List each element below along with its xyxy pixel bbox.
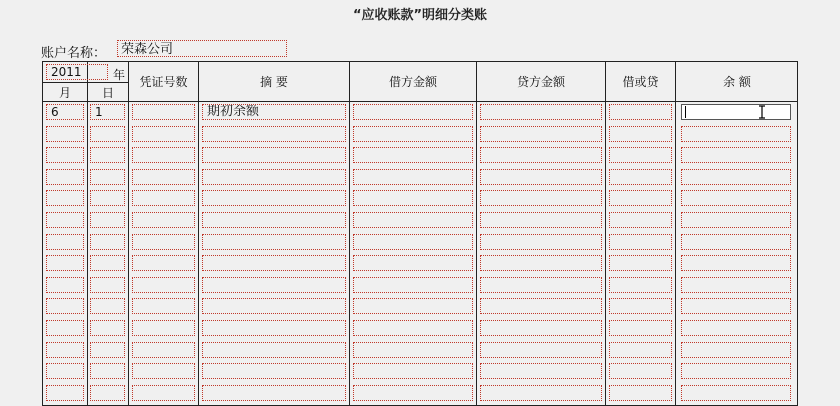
summary-cell[interactable]: 期初余额 [202, 104, 346, 120]
text-caret [685, 106, 686, 118]
day-cell[interactable] [90, 342, 125, 358]
debit-amount-cell[interactable] [353, 104, 473, 120]
ledger-table [42, 61, 798, 406]
col-divider-summary-debit [349, 62, 350, 405]
debit-amount-cell[interactable] [353, 363, 473, 379]
month-cell[interactable] [46, 255, 84, 271]
col-divider-date-voucher [128, 62, 129, 405]
month-cell[interactable] [46, 126, 84, 142]
debit-amount-cell[interactable] [353, 147, 473, 163]
voucher-number-cell[interactable] [132, 147, 195, 163]
voucher-number-cell[interactable] [132, 385, 195, 401]
credit-amount-cell[interactable] [480, 104, 602, 120]
debit-or-credit-header: 借或贷 [622, 75, 659, 89]
credit-amount-cell[interactable] [480, 169, 602, 185]
voucher-number-cell[interactable] [132, 104, 195, 120]
debit-amount-cell[interactable] [353, 277, 473, 293]
debit-amount-cell[interactable] [353, 342, 473, 358]
debit-amount-cell[interactable] [353, 169, 473, 185]
balance-cell[interactable] [681, 363, 791, 379]
month-cell[interactable] [46, 212, 84, 228]
month-cell[interactable] [46, 298, 84, 314]
credit-amount-cell[interactable] [480, 126, 602, 142]
credit-amount-cell[interactable] [480, 234, 602, 250]
summary-cell[interactable] [202, 277, 346, 293]
balance-cell[interactable] [681, 147, 791, 163]
day-cell[interactable] [90, 126, 125, 142]
text-cursor-ibeam-icon [758, 105, 766, 119]
voucher-number-cell[interactable] [132, 320, 195, 336]
debit-amount-cell[interactable] [353, 234, 473, 250]
month-cell[interactable] [46, 147, 84, 163]
voucher-number-header: 凭证号数 [139, 75, 188, 89]
balance-cell[interactable] [681, 234, 791, 250]
debit-amount-cell[interactable] [353, 126, 473, 142]
col-divider-voucher-summary [198, 62, 199, 405]
balance-cell[interactable] [681, 126, 791, 142]
balance-cell[interactable] [681, 298, 791, 314]
debit-or-credit-cell[interactable] [609, 255, 672, 271]
debit-or-credit-cell[interactable] [609, 147, 672, 163]
debit-amount-cell[interactable] [353, 190, 473, 206]
credit-amount-cell[interactable] [480, 147, 602, 163]
credit-amount-cell[interactable] [480, 385, 602, 401]
balance-cell[interactable] [681, 104, 791, 120]
summary-cell[interactable] [202, 212, 346, 228]
balance-cell[interactable] [681, 255, 791, 271]
day-cell[interactable] [90, 385, 125, 401]
balance-cell[interactable] [681, 212, 791, 228]
col-divider-credit-direction [605, 62, 606, 405]
summary-cell[interactable] [202, 126, 346, 142]
voucher-number-cell[interactable] [132, 363, 195, 379]
month-cell[interactable] [46, 363, 84, 379]
debit-amount-cell[interactable] [353, 298, 473, 314]
debit-or-credit-cell[interactable] [609, 320, 672, 336]
voucher-number-cell[interactable] [132, 126, 195, 142]
day-cell[interactable] [90, 298, 125, 314]
month-cell[interactable] [46, 342, 84, 358]
day-cell[interactable] [90, 212, 125, 228]
day-cell[interactable]: 1 [90, 104, 125, 120]
debit-or-credit-cell[interactable] [609, 385, 672, 401]
ledger-title: “应收账款”明细分类账 [352, 8, 488, 23]
col-divider-debit-credit [476, 62, 477, 405]
credit-amount-cell[interactable] [480, 320, 602, 336]
summary-cell[interactable] [202, 385, 346, 401]
voucher-number-cell[interactable] [132, 234, 195, 250]
col-divider-direction-balance [675, 62, 676, 405]
balance-cell[interactable] [681, 190, 791, 206]
debit-or-credit-cell[interactable] [609, 342, 672, 358]
summary-cell[interactable] [202, 298, 346, 314]
debit-or-credit-cell[interactable] [609, 363, 672, 379]
year-field[interactable]: 2011 [46, 64, 108, 80]
month-cell[interactable] [46, 320, 84, 336]
debit-or-credit-cell[interactable] [609, 126, 672, 142]
balance-cell[interactable] [681, 342, 791, 358]
debit-amount-cell[interactable] [353, 385, 473, 401]
account-name-field[interactable]: 荣森公司 [117, 40, 287, 57]
summary-cell[interactable] [202, 342, 346, 358]
credit-amount-cell[interactable] [480, 255, 602, 271]
debit-amount-cell[interactable] [353, 212, 473, 228]
day-cell[interactable] [90, 190, 125, 206]
voucher-number-cell[interactable] [132, 255, 195, 271]
debit-or-credit-cell[interactable] [609, 212, 672, 228]
day-cell[interactable] [90, 255, 125, 271]
month-label: 月 [58, 86, 71, 100]
col-divider-month-day [87, 62, 88, 405]
summary-cell[interactable] [202, 147, 346, 163]
account-name-label: 账户名称： [41, 46, 107, 61]
day-cell[interactable] [90, 169, 125, 185]
day-label: 日 [101, 86, 114, 100]
debit-or-credit-cell[interactable] [609, 190, 672, 206]
voucher-number-cell[interactable] [132, 277, 195, 293]
day-cell[interactable] [90, 234, 125, 250]
month-cell[interactable] [46, 169, 84, 185]
day-cell[interactable] [90, 363, 125, 379]
summary-cell[interactable] [202, 169, 346, 185]
debit-or-credit-cell[interactable] [609, 104, 672, 120]
credit-amount-cell[interactable] [480, 363, 602, 379]
summary-header: 摘 要 [260, 75, 288, 89]
credit-amount-cell[interactable] [480, 342, 602, 358]
month-cell[interactable] [46, 385, 84, 401]
summary-cell[interactable] [202, 255, 346, 271]
balance-cell[interactable] [681, 277, 791, 293]
debit-amount-cell[interactable] [353, 320, 473, 336]
summary-cell[interactable] [202, 234, 346, 250]
month-cell[interactable] [46, 234, 84, 250]
voucher-number-cell[interactable] [132, 212, 195, 228]
month-cell[interactable] [46, 277, 84, 293]
header-bottom-line [43, 101, 798, 102]
summary-cell[interactable] [202, 320, 346, 336]
debit-or-credit-cell[interactable] [609, 169, 672, 185]
day-cell[interactable] [90, 147, 125, 163]
credit-amount-cell[interactable] [480, 212, 602, 228]
debit-amount-cell[interactable] [353, 255, 473, 271]
debit-amount-header: 借方金额 [388, 75, 437, 89]
day-cell[interactable] [90, 320, 125, 336]
debit-or-credit-cell[interactable] [609, 298, 672, 314]
credit-amount-cell[interactable] [480, 298, 602, 314]
credit-amount-header: 贷方金额 [516, 75, 565, 89]
credit-amount-cell[interactable] [480, 190, 602, 206]
summary-cell[interactable] [202, 363, 346, 379]
debit-or-credit-cell[interactable] [609, 277, 672, 293]
year-label: 年 [112, 68, 125, 82]
credit-amount-cell[interactable] [480, 277, 602, 293]
day-cell[interactable] [90, 277, 125, 293]
voucher-number-cell[interactable] [132, 342, 195, 358]
balance-cell[interactable] [681, 385, 791, 401]
balance-cell[interactable] [681, 320, 791, 336]
balance-cell[interactable] [681, 169, 791, 185]
voucher-number-cell[interactable] [132, 190, 195, 206]
month-cell[interactable] [46, 190, 84, 206]
voucher-number-cell[interactable] [132, 169, 195, 185]
voucher-number-cell[interactable] [132, 298, 195, 314]
summary-cell[interactable] [202, 190, 346, 206]
month-cell[interactable]: 6 [46, 104, 84, 120]
balance-header: 余 额 [723, 75, 751, 89]
debit-or-credit-cell[interactable] [609, 234, 672, 250]
